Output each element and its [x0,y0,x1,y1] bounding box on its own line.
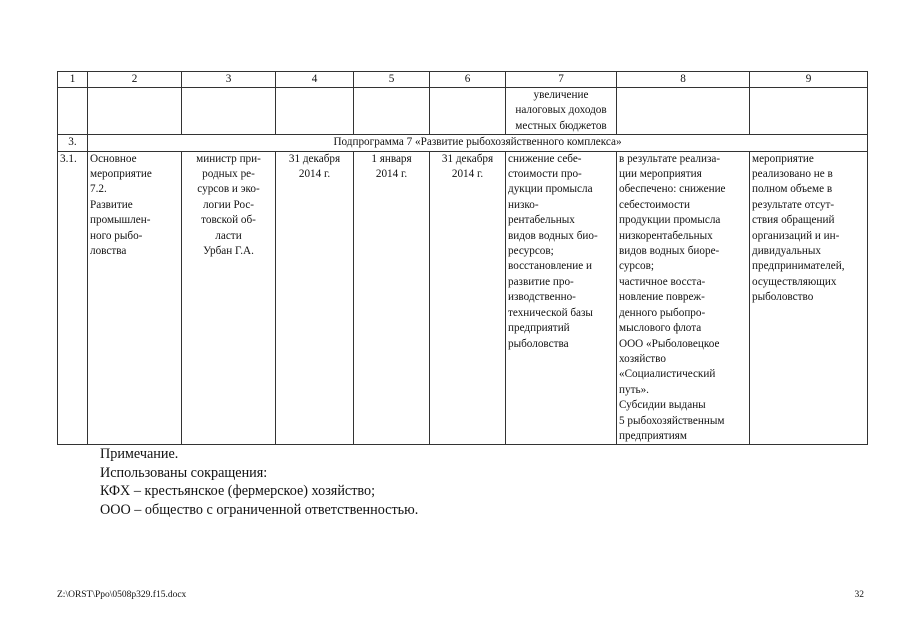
table-cell [750,88,868,135]
header-cell: 9 [750,72,868,88]
table-cell [58,88,88,135]
note-heading: Примечание. [100,446,179,462]
header-cell: 8 [617,72,750,88]
table-cell [88,88,182,135]
row-number: 3.1. [58,151,88,445]
table-cell [354,88,430,135]
section-title: Подпрограмма 7 «Развитие рыбохозяйственного комплекса» [88,135,868,151]
header-cell: 7 [506,72,617,88]
table-cell [182,88,276,135]
footer-file-path: Z:\ORST\Ppo\0508p329.f15.docx [57,590,187,600]
date-cell: 31 декабря 2014 г. [430,151,506,445]
header-cell: 6 [430,72,506,88]
date-cell: 31 декабря 2014 г. [276,151,354,445]
result-cell: увеличение налоговых доходов местных бюджетов [506,88,617,135]
table-header-row [58,72,868,88]
table-row [58,151,868,445]
notes-block [100,445,418,519]
expected-result-cell: снижение себе- стоимости про- дукции промысла низко- рентабельных видов водных био- ресурсов; восстановление и развитие про- изводственно- технической базы предприятий рыболовства [506,151,617,445]
table-cell [430,88,506,135]
header-cell: 4 [276,72,354,88]
section-row [58,135,868,151]
header-cell: 5 [354,72,430,88]
problems-cell: мероприятие реализовано не в полном объеме в результате отсут- ствия обращений организаций и ин- дивидуальных предпринимателей, осуществляющих рыболовство [750,151,868,445]
page-number: 32 [854,590,864,600]
section-number: 3. [58,135,88,151]
table-cell [617,88,750,135]
note-line: КФХ – крестьянское (фермерское) хозяйство; [100,483,376,500]
table-row [58,88,868,135]
header-cell: 2 [88,72,182,88]
table-cell [276,88,354,135]
responsible-cell: министр при- родных ре- сурсов и эко- логии Рос- товской об- ласти Урбан Г.А. [182,151,276,445]
header-cell: 1 [58,72,88,88]
event-name-cell: Основное мероприятие 7.2. Развитие промышлен- ного рыбо- ловства [88,151,182,445]
date-cell: 1 января 2014 г. [354,151,430,445]
note-line: ООО – общество с ограниченной ответственностью. [100,501,419,518]
note-line: Использованы сокращения: [100,464,268,481]
actual-result-cell: в результате реализа- ции мероприятия обеспечено: снижение себестоимости продукции промысла низкорентабельных видов водных биоре- сурсов; частичное восста- новление повреж- денного рыбопро- мыслового флота ООО «Рыболовецкое хозяйство «Социалистический путь». Субсидии выданы 5 рыбохозяйственным предприятиям [617,151,750,445]
report-table [57,71,868,445]
header-cell: 3 [182,72,276,88]
